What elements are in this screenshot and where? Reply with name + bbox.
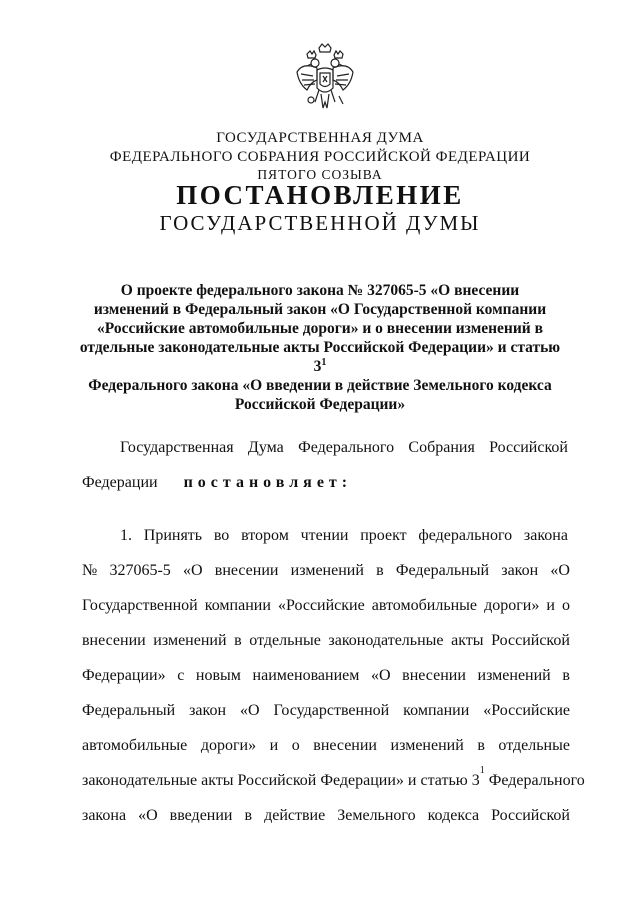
word: с [177, 667, 185, 684]
word: Дума [247, 439, 284, 456]
word: изменений [290, 562, 364, 579]
word: о [291, 737, 300, 754]
resolves-word: постановляет [183, 474, 342, 491]
word: Федеральный [395, 562, 490, 579]
document-subtitle: ГОСУДАРСТВЕННОЙ ДУМЫ [159, 211, 481, 235]
word: Земельного [337, 807, 416, 824]
word: Принять [143, 527, 203, 544]
word: изменений [390, 737, 464, 754]
word: 1. [120, 527, 132, 544]
word: Собрания [408, 439, 475, 456]
word: автомобильные [82, 737, 188, 754]
word: автомобильные [371, 597, 478, 614]
word: и [269, 737, 279, 754]
word: внесении [402, 667, 466, 684]
coat-of-arms-emblem [293, 42, 357, 118]
word: закон [189, 702, 227, 719]
word: наименованием [252, 667, 360, 684]
word: «О [183, 562, 203, 579]
word: законодательные [328, 632, 444, 649]
word: проект [360, 527, 407, 544]
intro-word: Федерации [82, 474, 158, 491]
paragraph-line [82, 806, 570, 826]
word: дороги» [484, 597, 540, 614]
word: новым [195, 667, 241, 684]
word: «Российские [277, 597, 365, 614]
word: 327065-5 [109, 562, 171, 579]
word: компании [403, 702, 470, 719]
word: закона [523, 527, 568, 544]
word: компании [204, 597, 271, 614]
word: закон [501, 562, 539, 579]
word: Государственной [273, 702, 390, 719]
word: в [562, 667, 570, 684]
word: Федерального [298, 439, 395, 456]
paragraph-line [82, 596, 570, 616]
paragraph-line [82, 736, 570, 756]
subject-line: отдельные законодательные акты Российской Федерации» и статью $3^1$ [79, 339, 561, 375]
document-subject [78, 281, 562, 414]
word: кодекса [427, 807, 480, 824]
word: «О [138, 807, 158, 824]
subject-line: «Российские автомобильные дороги» и о внесении изменений в [97, 320, 543, 337]
word: «О [370, 667, 391, 684]
word: закона [82, 807, 127, 824]
header-duma: ГОСУДАРСТВЕННАЯ ДУМА [216, 130, 424, 146]
word: Государственная [120, 439, 234, 456]
paragraph-line [82, 666, 570, 686]
intro-line [120, 438, 568, 458]
word: внесении [82, 632, 146, 649]
word: и [546, 597, 555, 614]
word: № [82, 562, 98, 579]
word: федерального [418, 527, 513, 544]
word: «О [240, 702, 260, 719]
word: дороги» [200, 737, 257, 754]
word: Федерации» [82, 667, 166, 684]
paragraph-line [120, 526, 568, 546]
word: в [244, 807, 253, 824]
subject-line: изменений в Федеральный закон «О Государственной компании [93, 301, 547, 318]
word: в [376, 562, 384, 579]
word: действие [264, 807, 326, 824]
paragraph-line [82, 631, 570, 651]
word: втором [241, 527, 289, 544]
word: чтении [300, 527, 349, 544]
word: акты [451, 632, 484, 649]
word: Государственной [82, 597, 198, 614]
paragraph-line [82, 701, 570, 721]
word: введении [169, 807, 233, 824]
document-title: ПОСТАНОВЛЕНИЕ [176, 180, 464, 210]
subject-line: Федерального закона «О введении в действие Земельного кодекса [88, 377, 552, 394]
paragraph-line [82, 561, 570, 581]
word: в [477, 737, 485, 754]
word: «О [550, 562, 570, 579]
word: Федеральный [82, 702, 176, 719]
word: Российской [491, 807, 570, 824]
word: отдельные [498, 737, 570, 754]
word: отдельные [249, 632, 321, 649]
subject-line: Российской Федерации» [234, 396, 406, 413]
header-convocation: ПЯТОГО СОЗЫВА [257, 167, 383, 182]
header-federal-assembly: ФЕДЕРАЛЬНОГО СОБРАНИЯ РОССИЙСКОЙ ФЕДЕРАЦИИ [109, 149, 531, 165]
word: внесении [214, 562, 279, 579]
word: внесении [313, 737, 377, 754]
subject-line: О проекте федерального закона № 327065-5 «О внесении [120, 282, 520, 299]
word: «Российские [483, 702, 570, 719]
word: о [562, 597, 570, 614]
word: во [213, 527, 230, 544]
word: Российской [489, 439, 568, 456]
word: изменений [477, 667, 551, 684]
word: Российской [491, 632, 570, 649]
paragraph-line: законодательные акты Российской Федерации» и статью 3 1 Федерального [82, 765, 585, 789]
intro-line: Федерации постановляет : [82, 474, 348, 491]
word: изменений [153, 632, 227, 649]
word: в [234, 632, 242, 649]
